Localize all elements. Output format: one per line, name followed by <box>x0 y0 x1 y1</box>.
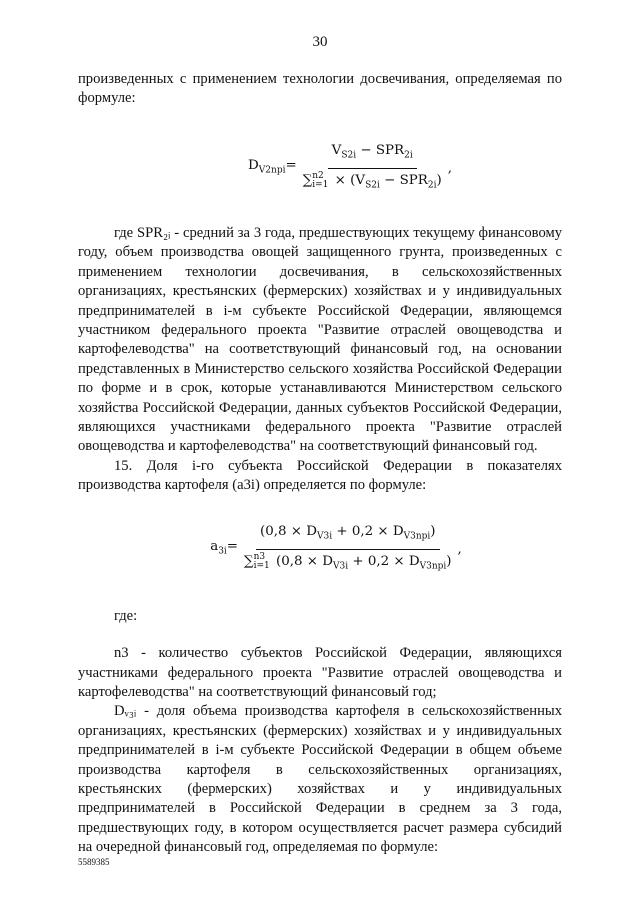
formula2-numerator: $(0,8 \times D_{V3i} + 0,2 \times D_{V3npi})$ <box>256 522 440 550</box>
item-15-paragraph: 15. Доля i-го субъекта Российской Федерации в показателях производства картофеля (a3i) определяется по формуле: <box>78 457 562 494</box>
spr2i-definition: где SPR₂ᵢ - средний за 3 года, предшествующих текущему финансовому году, объем производства овощей защищенного грунта, произведенных с применением технологии досвечивания, в сельскохозяйственных организациях, крестьянских (фермерских) хозяйствах и у индивидуальных предпринимателей в i-м субъекте Российской Федерации, являющемся участником федерального проекта "Развитие отраслей овощеводства и картофелеводства" на соответствующий финансовый год, на основании представленных в Министерство сельского хозяйства Российской Федерации по форме и в срок, которые устанавливаются Министерством сельского хозяйства Российской Федерации, данных субъектов Российской Федерации, являющихся участниками федерального проекта "Развитие отраслей овощеводства и картофелеводства" на соответствующий финансовый год. <box>78 224 562 455</box>
formula2-fraction <box>240 522 455 577</box>
formula1-denominator: ∑ n2 i=1 × $(V_{S2i} - SPR_{2i})$ <box>302 171 442 191</box>
where-label: где: <box>114 607 138 624</box>
formula1-lhs: $D_{V2npi}=$ <box>248 157 297 176</box>
dv3i-definition: Dᵥ₃ᵢ - доля объема производства картофеля в сельскохозяйственных организациях, крестьянских (фермерских) хозяйствах и у индивидуальных предпринимателей в i-м субъекте Российской Федерации в общем объеме производства картофеля в сельскохозяйственных организациях, крестьянских (фермерских) хозяйствах и у индивидуальных предпринимателей в Российской Федерации в среднем за 3 года, предшествующих году, в котором осуществляется расчет размера субсидий на очередной финансовый год, определяемая по формуле: <box>78 703 562 856</box>
formula1-numerator: $V_{S2i} - SPR_{2i}$ <box>328 141 417 169</box>
n3-definition: n3 - количество субъектов Российской Федерации, являющихся участниками федерального проекта "Развитие отраслей овощеводства и картофелеводства" на соответствующий финансовый год; <box>78 645 562 701</box>
intro-paragraph: произведенных с применением технологии досвечивания, определяемая по формуле: <box>78 71 562 107</box>
formula2-tail: , <box>457 541 462 557</box>
formula1-tail: , <box>447 160 452 176</box>
formula2-denominator: ∑ n3 i=1 $(0,8 \times D_{V3i} + 0,2 \times D_{V3npi})$ <box>244 552 452 572</box>
formula-a3i <box>110 522 562 577</box>
sum-sign: ∑ n2 i=1 <box>302 171 329 191</box>
document-body <box>78 70 562 858</box>
page-number: 30 <box>312 34 328 50</box>
formula-dv2npi <box>138 141 562 196</box>
document-code: 5589385 <box>78 857 110 867</box>
formula1-fraction <box>299 141 446 196</box>
sum-sign: ∑ n3 i=1 <box>244 552 270 572</box>
formula2-lhs: $a_{3i}=$ <box>210 538 239 557</box>
